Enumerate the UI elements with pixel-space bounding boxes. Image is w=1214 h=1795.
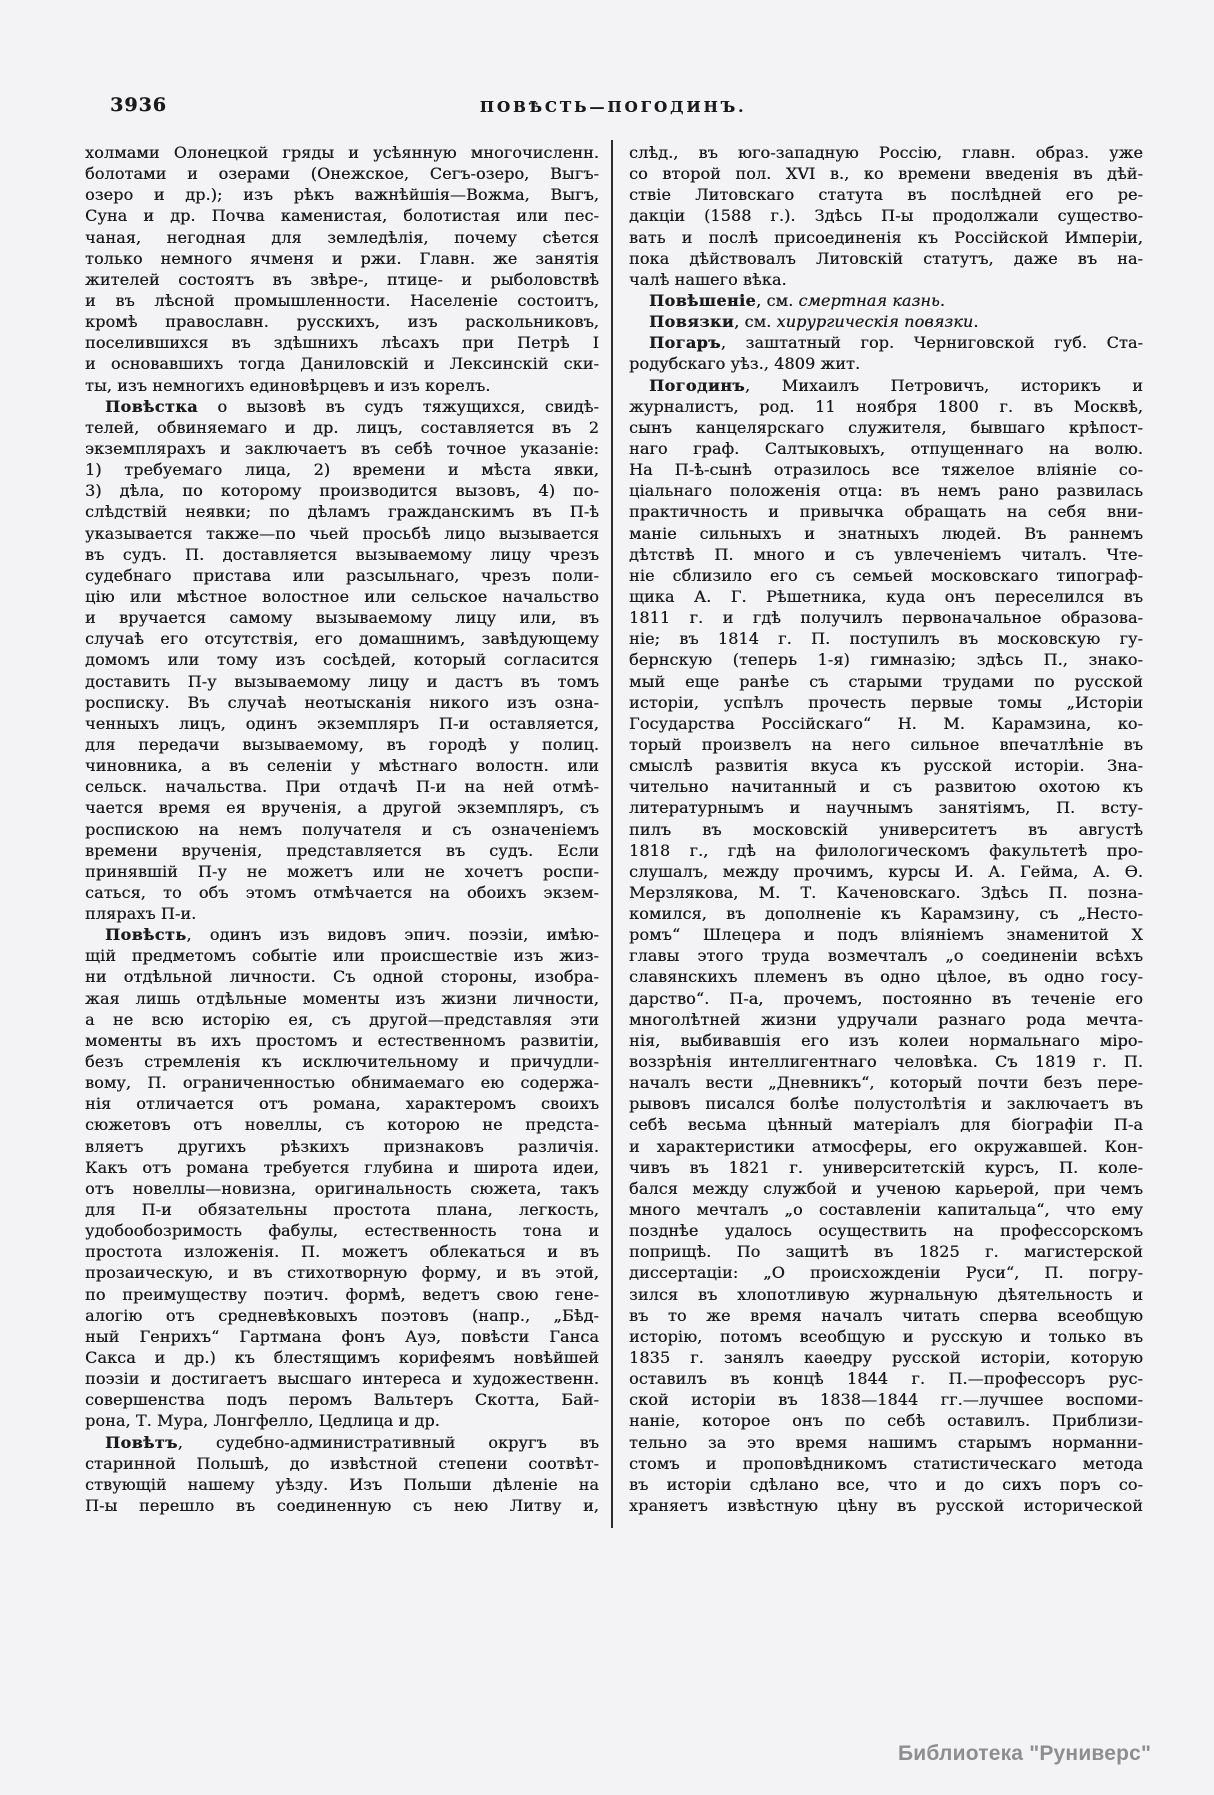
text-line: началъ вести „Дневникъ“, который почти безъ пере- — [629, 1073, 1143, 1093]
text-line: дѣтствѣ П. много и съ увлеченіемъ читалъ. Чте- — [629, 544, 1143, 564]
paragraph — [85, 396, 599, 925]
text-line: чается время ея врученія, а другой экземпляръ, съ — [85, 798, 599, 818]
text-line: Сакса и др.) къ блестящимъ корифеямъ новѣйшей — [85, 1348, 599, 1368]
text-line: Погодинъ, Михаилъ Петровичъ, историкъ и — [649, 375, 1143, 395]
text-line: торый произвелъ на него сильное впечатлѣніе въ — [629, 734, 1143, 754]
text-line: много мечталъ „о составленіи капитальца“, что ему — [629, 1200, 1143, 1220]
text-line: болотами и озерами (Онежское, Сегъ-озеро, Выгъ- — [85, 164, 599, 184]
text-line: Повѣсть, одинъ изъ видовъ эпич. поэзіи, имѣю- — [105, 925, 599, 945]
text-line: 1) требуемаго лица, 2) времени и мѣста явки, — [85, 460, 599, 480]
text-line: вать и послѣ присоединенія къ Россійской Имперіи, — [629, 227, 1143, 247]
text-line: сюжетовъ отъ новеллы, съ которою не предста- — [85, 1115, 599, 1135]
text-line: ской исторіи въ 1838—1844 гг.—лучшее воспоми- — [629, 1390, 1143, 1410]
text-line: ствующій нашему уѣзду. Изъ Польши дѣленіе на — [85, 1474, 599, 1494]
text-line: дакціи (1588 г.). Здѣсь П-ы продолжали существо- — [629, 206, 1143, 226]
entry-headword: Погодинъ — [649, 375, 745, 395]
text-line: телей, обвиняемаго и др. лицъ, составляется въ 2 — [85, 417, 599, 437]
text-line: случаѣ его отсутствія, его домашнимъ, завѣдующему — [85, 629, 599, 649]
text-line: ціальнаго положенія отца: въ немъ рано развилась — [629, 481, 1143, 501]
text-line: исторіи, успѣлъ прочесть первые томы „Исторіи — [629, 692, 1143, 712]
text-line: и характеристики атмосферы, его окружавшей. Кон- — [629, 1136, 1143, 1156]
text-line: ченныхъ лицъ, одинъ экземпляръ П-и оставляется, — [85, 713, 599, 733]
text-line: саться, то объ этомъ отмѣчается на обоихъ экзем- — [85, 882, 599, 902]
text-line: ный Генрихъ“ Гартмана фонъ Ауэ, повѣсти Ганса — [85, 1326, 599, 1346]
text-line: позднѣе удалось осуществить на профессорскомъ — [629, 1221, 1143, 1241]
text-line: Повѣтъ, судебно-административный округъ въ — [105, 1432, 599, 1452]
text-line: домомъ или тому изъ сосѣдей, который согласится — [85, 650, 599, 670]
page-number: 3936 — [110, 94, 167, 116]
text-line: поприщѣ. По защитѣ въ 1825 г. магистерской — [629, 1242, 1143, 1262]
text-line: поэзіи и достигаетъ высшаго интереса и художественн. — [85, 1369, 599, 1389]
text-line: ты, изъ немногихъ единовѣрцевъ и изъ корелъ. — [85, 375, 491, 395]
text-line: журналистъ, род. 11 ноября 1800 г. въ Москвѣ, — [629, 396, 1143, 416]
text-line: диссертаціи: „О происхожденіи Руси“, П. погру- — [629, 1263, 1143, 1283]
text-line: 1811 г. и гдѣ получилъ первоначальное образова- — [629, 608, 1143, 628]
text-line: простота изложенія. П. можетъ облекаться и въ — [85, 1242, 599, 1262]
text-line: для П-и обязательны простота плана, легкость, — [85, 1200, 599, 1220]
text-line: чивъ въ 1821 г. университетскій курсъ, П. коле- — [629, 1157, 1143, 1177]
text-line: нія, выбивавшія его изъ колеи нормальнаго міро- — [629, 1030, 1143, 1050]
left-column — [85, 142, 599, 1516]
text-line: сынъ канцелярскаго служителя, бывшаго крѣпост- — [629, 417, 1143, 437]
text-line: наго граф. Салтыковыхъ, отпущеннаго на волю. — [629, 438, 1143, 458]
entry-headword: Погаръ — [649, 333, 721, 353]
text-line: 1818 г., гдѣ на филологическомъ факультетѣ про- — [629, 840, 1143, 860]
paragraph — [629, 332, 1143, 374]
text-line: указывается также—по чьей просьбѣ лицо вызывается — [85, 523, 599, 543]
text-line: росписку. Въ случаѣ неотысканія никого изъ озна- — [85, 692, 599, 712]
text-line: плярахъ П-и. — [85, 904, 197, 924]
text-line: Мерзлякова, М. Т. Каченовскаго. Здѣсь П. позна- — [629, 882, 1143, 902]
library-watermark: Библиотека "Руниверс" — [898, 1742, 1152, 1765]
right-column — [629, 142, 1143, 1516]
text-line: въ исторіи сдѣлано все, что и до сихъ поръ со- — [629, 1474, 1143, 1494]
text-line: 1835 г. занялъ каѳедру русской исторіи, которую — [629, 1348, 1143, 1368]
text-line: 3) дѣла, по которому производится вызовъ, 4) по- — [85, 481, 599, 501]
text-line: кромѣ православн. русскихъ, изъ раскольниковъ, — [85, 312, 599, 332]
paragraph — [629, 142, 1143, 290]
text-line: главы этого труда возмечталъ „о соединеніи всѣхъ — [629, 946, 1143, 966]
entry-headword: Повѣшеніе — [649, 290, 757, 310]
text-line: удобообозримость фабулы, естественность тона и — [85, 1221, 599, 1241]
text-line: чалѣ нашего вѣка. — [629, 269, 787, 289]
column-divider-rule — [611, 140, 613, 1528]
text-line: смыслѣ развитія вкуса къ русской исторіи. Зна- — [629, 756, 1143, 776]
text-line: оставилъ въ концѣ 1844 г. П.—профессоръ рус- — [629, 1369, 1143, 1389]
text-line: На П-ѣ-сынѣ отразилось все тяжелое вліяніе со- — [629, 460, 1143, 480]
text-line: алогію отъ средневѣковыхъ поэтовъ (напр., „Бѣд- — [85, 1305, 599, 1325]
paragraph — [85, 142, 599, 396]
text-line: вляетъ другихъ рѣзкихъ признаковъ различія. — [85, 1136, 599, 1156]
text-line: сельск. начальства. При отдачѣ П-и на ней отмѣ- — [85, 777, 599, 797]
text-line: пилъ въ московскій университетъ въ августѣ — [629, 819, 1143, 839]
text-line: Суна и др. Почва каменистая, болотистая или пес- — [85, 206, 599, 226]
text-line: ни отдѣльной личности. Съ одной стороны, изобра- — [85, 967, 599, 987]
text-line: себѣ весьма цѣнный матеріалъ для біографіи П-а — [629, 1115, 1143, 1135]
paragraph — [629, 375, 1143, 1517]
text-line: и основавшихъ тогда Даниловскій и Лексинскій ски- — [85, 354, 599, 374]
text-line: въ судъ. П. доставляется вызываемому лицу чрезъ — [85, 544, 599, 564]
text-line: ніе сблизило его съ семьей московскаго типограф- — [629, 565, 1143, 585]
text-line: П-ы перешло въ соединенную съ нею Литву и, — [85, 1496, 599, 1515]
text-line: холмами Олонецкой гряды и усѣянную многочисленн. — [85, 143, 599, 162]
text-line: со второй пол. XVI в., ко времени введенія въ дѣй- — [629, 164, 1143, 184]
text-line: мый еще ранѣе съ старыми трудами по русской — [629, 671, 1143, 691]
text-line: судебнаго пристава или разсыльнаго, чрезъ поли- — [85, 565, 599, 585]
text-line: комился, въ дополненіе къ Карамзину, съ „Несто- — [629, 904, 1143, 924]
text-line: прозаическую, и въ стихотворную форму, и въ этой, — [85, 1263, 599, 1283]
text-line: слѣдствій неявки; по дѣламъ гражданскимъ въ П-ѣ — [85, 502, 599, 522]
text-line: жителей состоятъ въ звѣре-, птице- и рыболовствѣ — [85, 269, 599, 289]
text-line: нія отличается отъ романа, характеромъ своихъ — [85, 1094, 599, 1114]
text-line: въ то же время началъ читать сперва всеобщую — [629, 1305, 1143, 1325]
text-line: чиновника, а въ селеніи у мѣстнаго волостн. или — [85, 756, 599, 776]
text-line: вому, П. ограниченностью обнимаемаго ею содержа- — [85, 1073, 599, 1093]
entry-headword: Повѣсть — [105, 925, 187, 945]
text-line: Погаръ, заштатный гор. Черниговской губ. Ста- — [649, 333, 1143, 353]
text-line: и въ лѣсной промышленности. Населеніе состоитъ, — [85, 290, 599, 310]
paragraph — [629, 311, 1143, 332]
text-line: принявшій П-у не можетъ или не хочетъ роспи- — [85, 861, 599, 881]
text-line: родубскаго уѣз., 4809 жит. — [629, 354, 861, 374]
text-line: цію или мѣстное волостное или сельское начальство — [85, 586, 599, 606]
text-line: экземплярахъ и заключаетъ въ себѣ точное указаніе: — [85, 438, 599, 458]
text-line: литературнымъ и научнымъ занятіямъ, П. всту- — [629, 798, 1143, 818]
text-line: ніе; въ 1814 г. П. поступилъ въ московскую гу- — [629, 629, 1143, 649]
text-line: жая лишь отдѣльные моменты изъ жизни личности, — [85, 988, 599, 1008]
running-title: ПОВѢСТЬ—ПОГОДИНЪ. — [479, 98, 747, 116]
text-line: доставить П-у вызываемому лицу и дастъ въ томъ — [85, 671, 599, 691]
text-line: безъ стремленія къ исключительному и причудли- — [85, 1052, 599, 1072]
text-line: стомъ и проповѣдникомъ статистическаго метода — [629, 1453, 1143, 1473]
text-line: многолѣтней жизни удручали разнаго рода мечта- — [629, 1009, 1143, 1029]
text-line: совершенства подъ перомъ Вальтеръ Скотта, Бай- — [85, 1390, 599, 1410]
text-line: воззрѣнія интеллигентнаго человѣка. Съ 1819 г. П. — [629, 1052, 1143, 1072]
text-line: маніе сильныхъ и знатныхъ людей. Въ раннемъ — [629, 523, 1143, 543]
text-line: по преимуществу поэтич. формѣ, ведетъ свою гене- — [85, 1284, 599, 1304]
text-line: слушалъ, между прочимъ, курсы И. А. Гейма, А. Ѳ. — [629, 861, 1143, 881]
text-line: щика А. Г. Рѣшетника, куда онъ переселился въ — [629, 586, 1143, 606]
text-line: наніе, которое онъ по себѣ оставилъ. Приблизи- — [629, 1411, 1143, 1431]
text-line: ствіе Литовскаго статута въ послѣдней его ре- — [629, 185, 1143, 205]
text-line: ромъ“ Шлецера и подъ вліяніемъ знаменитой X — [629, 925, 1143, 945]
text-line: тельно за это время нашимъ старымъ норманни- — [629, 1432, 1143, 1452]
text-line: Государства Россійскаго“ Н. М. Карамзина, ко- — [629, 713, 1143, 733]
paragraph — [629, 290, 1143, 311]
text-line: Повѣстка о вызовѣ въ судъ тяжущихся, свидѣ- — [105, 396, 599, 416]
text-line: храняетъ извѣстную цѣну въ русской исторической — [629, 1496, 1143, 1515]
text-line: Повѣшеніе, см. смертная казнь. — [649, 290, 945, 310]
text-line: исторію, потомъ всеобщую и русскую и только въ — [629, 1326, 1143, 1346]
text-line: бернскую (теперь 1-я) гимназію; здѣсь П., знако- — [629, 650, 1143, 670]
text-line: бался между службой и ученою карьерой, при чемъ — [629, 1178, 1143, 1198]
entry-headword: Повѣстка — [105, 396, 198, 416]
text-line: слѣд., въ юго-западную Россію, главн. образ. уже — [629, 143, 1143, 162]
cross-reference: смертная казнь — [798, 290, 940, 310]
text-line: поселившихся въ здѣшнихъ лѣсахъ при Петрѣ I — [85, 333, 599, 353]
text-line: славянскихъ племенъ въ одно цѣлое, въ одно госу- — [629, 967, 1143, 987]
text-line: старинной Польшѣ, до извѣстной степени соотвѣт- — [85, 1453, 599, 1473]
text-line: для передачи вызываемому, въ городѣ у полиц. — [85, 734, 599, 754]
text-line: а не всю исторію ея, съ другой—представляя эти — [85, 1009, 599, 1029]
text-line: пока дѣйствовалъ Литовскій статутъ, даже въ на- — [629, 248, 1143, 268]
text-line: роспискою на немъ получателя и съ означеніемъ — [85, 819, 599, 839]
entry-headword: Повязки — [649, 312, 735, 332]
text-line: практичность и привычка обращать на себя вни- — [629, 502, 1143, 522]
text-line: щій предметомъ событіе или происшествіе изъ жиз- — [85, 946, 599, 966]
paragraph — [85, 1432, 599, 1517]
entry-headword: Повѣтъ — [105, 1432, 178, 1452]
text-line: зился въ хлопотливую журнальную дѣятельность и — [629, 1284, 1143, 1304]
text-line: Какъ отъ романа требуется глубина и широта идеи, — [85, 1157, 599, 1177]
text-line: Повязки, см. хирургическія повязки. — [649, 312, 979, 332]
paragraph — [85, 924, 599, 1431]
text-line: рывовъ писался болѣе полустолѣтія и заключаетъ въ — [629, 1094, 1143, 1114]
text-line: и вручается самому вызываемому лицу или, въ — [85, 608, 599, 628]
text-line: моменты въ ихъ простомъ и естественномъ развитіи, — [85, 1030, 599, 1050]
cross-reference: хирургическія повязки — [776, 312, 974, 332]
text-line: чаная, негодная для земледѣлія, почему сѣется — [85, 227, 599, 247]
text-line: времени врученія, представляется въ судъ. Если — [85, 840, 599, 860]
text-line: чительно начитанный и съ развитою охотою къ — [629, 777, 1143, 797]
text-line: рона, Т. Мура, Лонгфелло, Цедлица и др. — [85, 1411, 440, 1431]
text-line: отъ новеллы—новизна, оригинальность сюжета, такъ — [85, 1178, 599, 1198]
text-line: озеро и др.); изъ рѣкъ важнѣйшія—Вожма, Выгъ, — [85, 185, 599, 205]
text-line: дарство“. П-а, прочемъ, постоянно въ теченіе его — [629, 988, 1143, 1008]
text-line: только немного ячменя и ржи. Главн. же занятія — [85, 248, 599, 268]
